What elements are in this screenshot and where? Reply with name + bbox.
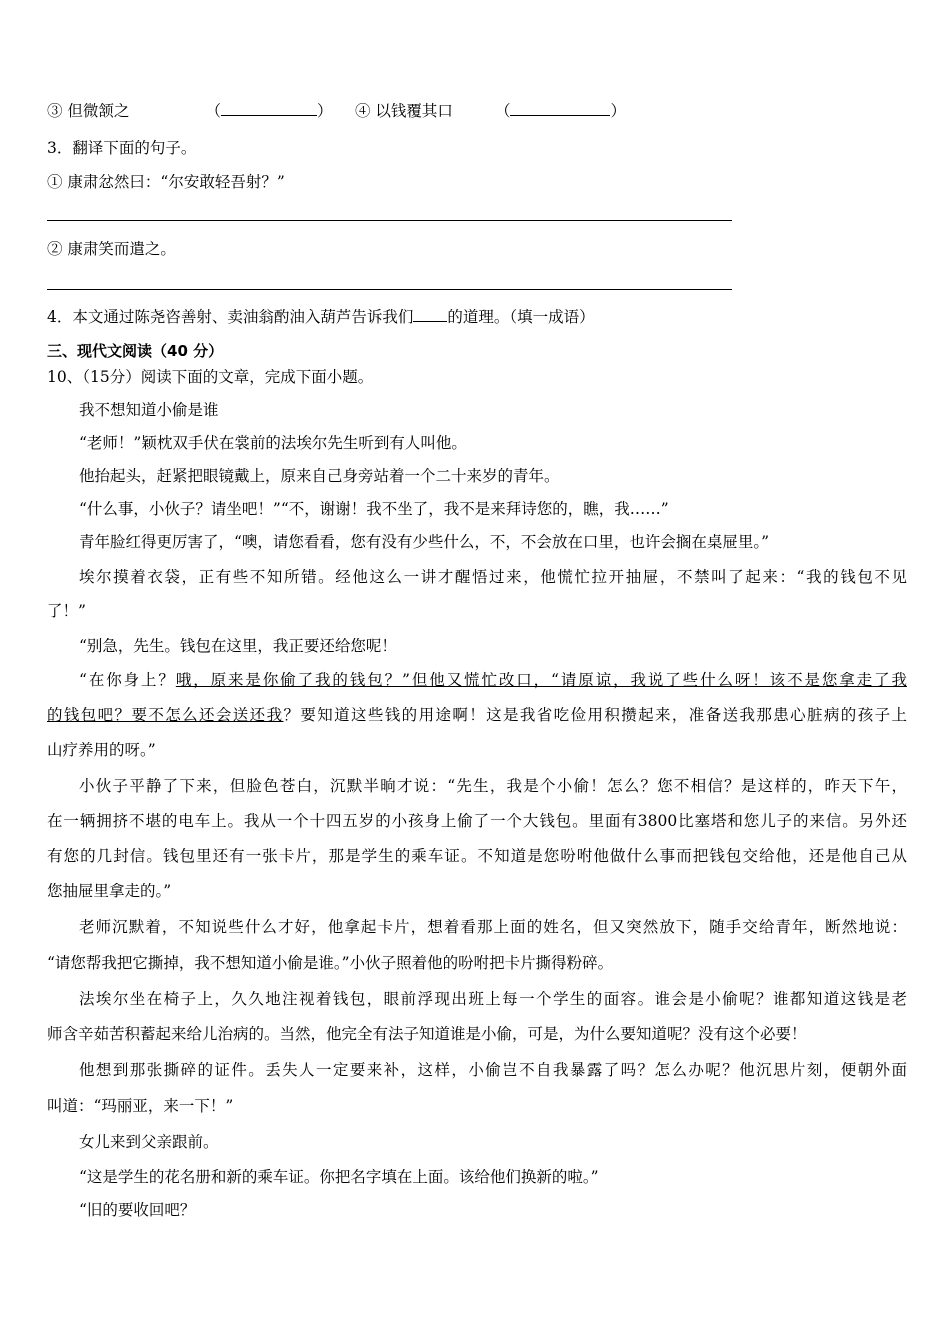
q4-suffix: 的道理。（填一成语） xyxy=(447,308,595,326)
paragraph: 女儿来到父亲跟前。 xyxy=(79,1133,219,1151)
paragraph-underlined xyxy=(79,670,907,690)
paren-open: （ xyxy=(494,102,511,120)
paragraph-cont: 山疗养用的呀。” xyxy=(47,741,156,759)
q2-item-4-line xyxy=(355,101,626,121)
paren-close: ） xyxy=(610,102,626,120)
paragraph: 埃尔摸着衣袋，正有些不知所错。经他这么一讲才醒悟过来，他慌忙拉开抽屉，不禁叫了起来：“我的钱包不见 xyxy=(79,568,907,586)
q4-prefix: 4．本文通过陈尧咨善射、卖油翁酌油入葫芦告诉我们 xyxy=(47,308,414,326)
section-title: 三、现代文阅读（40 分） xyxy=(47,342,224,360)
text-run: ？要知道这些钱的用途啊！这是我省吃俭用积攒起来，准备送我那患心脏病的孩子上 xyxy=(283,706,907,724)
answer-blank-4[interactable] xyxy=(510,101,610,116)
answer-line-1[interactable] xyxy=(47,220,732,221)
paren-close: ） xyxy=(316,102,333,120)
paren-open: （ xyxy=(205,102,221,120)
paragraph: “老师！”颖枕双手伏在裳前的法埃尔先生听到有人叫他。 xyxy=(79,434,467,452)
text-run: “在你身上？ xyxy=(79,671,176,689)
q3-sentence-1: ① 康肃忿然曰：“尔安敢轻吾射？” xyxy=(47,173,285,191)
q2-item-4: ④ 以钱覆其口 xyxy=(355,102,453,120)
paragraph: “旧的要收回吧？ xyxy=(79,1201,196,1219)
paragraph: 他想到那张撕碎的证件。丢失人一定要来补，这样，小偷岂不自我暴露了吗？怎么办呢？他沉思片刻，便朝外面 xyxy=(79,1061,907,1079)
idiom-blank[interactable] xyxy=(413,307,447,322)
q2-item-3-line xyxy=(47,101,332,121)
answer-blank-3[interactable] xyxy=(221,101,317,116)
underlined-text: 哦，原来是你偷了我的钱包？”但他又慌忙改口，“请原谅，我说了些什么呀！该不是您拿走了我 xyxy=(175,671,907,689)
paragraph: 法埃尔坐在椅子上，久久地注视着钱包，眼前浮现出班上每一个学生的面容。谁会是小偷呢？谁都知道这钱是老 xyxy=(79,990,907,1008)
paragraph-cont: 有您的几封信。钱包里还有一张卡片，那是学生的乘车证。不知道是您吩咐他做什么事而把钱包交给他，还是他自己从 xyxy=(47,847,907,865)
paragraph: 青年脸红得更厉害了，“噢，请您看看，您有没有少些什么，不，不会放在口里，也许会搁在桌屉里。” xyxy=(79,533,770,551)
q2-item-3: ③ 但微颔之 xyxy=(47,102,130,120)
paragraph: 小伙子平静了下来，但脸色苍白，沉默半晌才说：“先生，我是个小偷！怎么？您不相信？是这样的，昨天下午， xyxy=(79,777,907,795)
article-title: 我不想知道小偷是谁 xyxy=(79,401,219,419)
paragraph-cont: 师含辛茹苦积蓄起来给儿治病的。当然，他完全有法子知道谁是小偷，可是，为什么要知道呢？没有这个必要！ xyxy=(47,1025,807,1043)
paragraph: 他抬起头，赶紧把眼镜戴上，原来自己身旁站着一个二十来岁的青年。 xyxy=(79,467,560,485)
q3-heading: 3．翻译下面的句子。 xyxy=(47,139,197,157)
q3-sentence-2: ② 康肃笑而遣之。 xyxy=(47,240,176,258)
answer-line-2[interactable] xyxy=(47,289,732,290)
paragraph: “这是学生的花名册和新的乘车证。你把名字填在上面。该给他们换新的啦。” xyxy=(79,1168,599,1186)
q10-intro: 10、（15分）阅读下面的文章，完成下面小题。 xyxy=(47,368,374,386)
q4-line xyxy=(47,307,595,327)
paragraph-cont: 您抽屉里拿走的。” xyxy=(47,882,172,900)
paragraph-cont: “请您帮我把它撕掉，我不想知道小偷是谁。”小伙子照着他的吩咐把卡片撕得粉碎。 xyxy=(47,954,614,972)
paragraph: “什么事，小伙子？请坐吧！”“不，谢谢！我不坐了，我不是来拜诗您的，瞧，我……” xyxy=(79,500,669,518)
paragraph-cont: 叫道：“玛丽亚，来一下！” xyxy=(47,1097,234,1115)
paragraph: 老师沉默着，不知说些什么才好，他拿起卡片，想着看那上面的姓名，但又突然放下，随手交给青年，断然地说： xyxy=(79,918,907,936)
paragraph-cont: 了！” xyxy=(47,602,86,620)
paragraph-cont: 在一辆拥挤不堪的电车上。我从一个十四五岁的小孩身上偷了一个大钱包。里面有3800比塞塔和您儿子的来信。另外还 xyxy=(47,812,907,830)
underlined-text: 的钱包吧？要不怎么还会送还我 xyxy=(47,706,284,724)
paragraph: “别急，先生。钱包在这里，我正要还给您呢！ xyxy=(79,637,397,655)
paragraph-cont xyxy=(47,705,907,725)
